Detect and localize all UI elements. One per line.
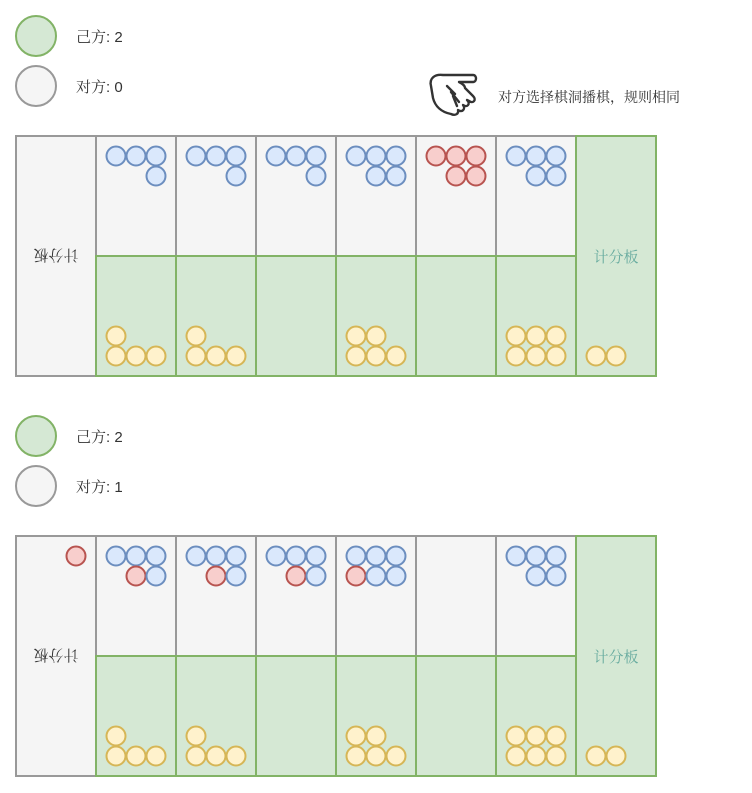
self-legend-swatch bbox=[16, 16, 56, 56]
opp-pit-4-stone bbox=[347, 547, 366, 566]
self-score-label: 计分板 bbox=[593, 249, 639, 266]
self-pit-1-stone bbox=[147, 747, 166, 766]
opp-pit-3-stone bbox=[267, 547, 286, 566]
opp-pit-5-stone bbox=[467, 147, 486, 166]
board-2 bbox=[16, 536, 656, 776]
opp-pit-5-stone bbox=[447, 147, 466, 166]
opp-pit-1-stone bbox=[127, 547, 146, 566]
self-store-stone bbox=[607, 747, 626, 766]
opp-pit-1-stone bbox=[147, 567, 166, 586]
opp-pit-6-stone bbox=[527, 147, 546, 166]
self-store-stone bbox=[587, 347, 606, 366]
opp-pit-3-stone bbox=[287, 147, 306, 166]
opp-pit-3-stone bbox=[287, 567, 306, 586]
opp-pit-5-stone bbox=[427, 147, 446, 166]
opp-pit-5 bbox=[416, 536, 496, 656]
opp-pit-2-stone bbox=[207, 567, 226, 586]
opp-pit-4-stone bbox=[367, 167, 386, 186]
opp-pit-6-stone bbox=[507, 147, 526, 166]
self-pit-4-stone bbox=[387, 747, 406, 766]
opp-pit-4-stone bbox=[367, 567, 386, 586]
board-1 bbox=[16, 136, 656, 376]
self-pit-1-stone bbox=[107, 327, 126, 346]
self-pit-4-stone bbox=[347, 347, 366, 366]
opp-pit-2-stone bbox=[187, 547, 206, 566]
opp-pit-6-stone bbox=[547, 147, 566, 166]
self-pit-1-stone bbox=[127, 347, 146, 366]
opp-pit-3-stone bbox=[307, 167, 326, 186]
opp-pit-2-stone bbox=[207, 147, 226, 166]
opp-pit-1-stone bbox=[147, 167, 166, 186]
opp-pit-4-stone bbox=[387, 567, 406, 586]
self-pit-2-stone bbox=[207, 347, 226, 366]
opp-pit-2-stone bbox=[187, 147, 206, 166]
opp-pit-2-stone bbox=[227, 567, 246, 586]
opp-pit-4-stone bbox=[347, 567, 366, 586]
opp-pit-3-stone bbox=[307, 147, 326, 166]
self-pit-6-stone bbox=[527, 727, 546, 746]
opp-pit-1-stone bbox=[147, 147, 166, 166]
self-legend-label: 己方: 2 bbox=[76, 29, 123, 46]
pointing-hand-icon bbox=[431, 75, 476, 115]
opp-pit-1-stone bbox=[107, 547, 126, 566]
self-pit-6-stone bbox=[527, 327, 546, 346]
opp-pit-6-stone bbox=[547, 547, 566, 566]
self-pit-6-stone bbox=[547, 747, 566, 766]
opp-pit-3-stone bbox=[307, 567, 326, 586]
self-pit-4-stone bbox=[347, 747, 366, 766]
self-pit-6-stone bbox=[527, 747, 546, 766]
self-pit-1-stone bbox=[107, 747, 126, 766]
self-pit-2-stone bbox=[227, 747, 246, 766]
self-pit-2-stone bbox=[207, 747, 226, 766]
self-pit-1-stone bbox=[127, 747, 146, 766]
self-pit-2-stone bbox=[187, 727, 206, 746]
self-pit-2-stone bbox=[187, 347, 206, 366]
opp-pit-6-stone bbox=[507, 547, 526, 566]
self-pit-6-stone bbox=[507, 727, 526, 746]
self-pit-6-stone bbox=[507, 347, 526, 366]
opp-pit-2-stone bbox=[207, 547, 226, 566]
opp-pit-1-stone bbox=[127, 567, 146, 586]
opp-pit-2-stone bbox=[227, 167, 246, 186]
opp-pit-1-stone bbox=[127, 147, 146, 166]
self-pit-4-stone bbox=[367, 727, 386, 746]
opp-pit-4-stone bbox=[387, 167, 406, 186]
opp-pit-6-stone bbox=[527, 547, 546, 566]
opp-pit-3-stone bbox=[287, 547, 306, 566]
self-pit-1-stone bbox=[107, 347, 126, 366]
opp-pit-1-stone bbox=[107, 147, 126, 166]
self-pit-1-stone bbox=[107, 727, 126, 746]
self-pit-4-stone bbox=[347, 327, 366, 346]
opp-pit-6-stone bbox=[527, 167, 546, 186]
self-pit-4-stone bbox=[367, 347, 386, 366]
opp-pit-3-stone bbox=[307, 547, 326, 566]
opp-legend-swatch bbox=[16, 66, 56, 106]
opp-store-stone bbox=[67, 547, 86, 566]
self-legend-swatch bbox=[16, 416, 56, 456]
self-pit-3 bbox=[256, 656, 336, 776]
self-pit-4-stone bbox=[387, 347, 406, 366]
self-pit-3 bbox=[256, 256, 336, 376]
opp-pit-4-stone bbox=[387, 547, 406, 566]
self-store-stone bbox=[587, 747, 606, 766]
opp-legend-label: 对方: 1 bbox=[76, 479, 123, 496]
opp-pit-4-stone bbox=[367, 547, 386, 566]
opp-legend-swatch bbox=[16, 466, 56, 506]
opp-pit-4-stone bbox=[347, 147, 366, 166]
self-pit-4-stone bbox=[347, 727, 366, 746]
opp-pit-5-stone bbox=[447, 167, 466, 186]
opp-pit-1-stone bbox=[147, 547, 166, 566]
opp-score-label: 计分板 bbox=[33, 246, 79, 263]
opp-pit-4-stone bbox=[367, 147, 386, 166]
hand-caption: 对方选择棋洞播棋，规则相同 bbox=[498, 89, 680, 105]
self-pit-6-stone bbox=[507, 327, 526, 346]
opp-score-label: 计分板 bbox=[33, 646, 79, 663]
self-pit-1-stone bbox=[147, 347, 166, 366]
self-store-stone bbox=[607, 347, 626, 366]
self-pit-2-stone bbox=[187, 327, 206, 346]
self-legend-label: 己方: 2 bbox=[76, 429, 123, 446]
opp-legend-label: 对方: 0 bbox=[76, 79, 123, 96]
self-pit-6-stone bbox=[507, 747, 526, 766]
opp-pit-2-stone bbox=[227, 147, 246, 166]
self-pit-4-stone bbox=[367, 747, 386, 766]
opp-pit-6-stone bbox=[547, 567, 566, 586]
legend-2 bbox=[16, 416, 123, 506]
opp-pit-6-stone bbox=[527, 567, 546, 586]
opp-pit-6-stone bbox=[547, 167, 566, 186]
legend-1 bbox=[16, 16, 123, 106]
opp-pit-2-stone bbox=[227, 547, 246, 566]
self-pit-5 bbox=[416, 656, 496, 776]
opp-pit-5-stone bbox=[467, 167, 486, 186]
self-pit-5 bbox=[416, 256, 496, 376]
self-pit-2-stone bbox=[227, 347, 246, 366]
self-pit-4-stone bbox=[367, 327, 386, 346]
self-pit-2-stone bbox=[187, 747, 206, 766]
opp-pit-4-stone bbox=[387, 147, 406, 166]
self-pit-6-stone bbox=[527, 347, 546, 366]
self-score-label: 计分板 bbox=[593, 649, 639, 666]
self-pit-6-stone bbox=[547, 347, 566, 366]
opp-pit-3-stone bbox=[267, 147, 286, 166]
self-pit-6-stone bbox=[547, 327, 566, 346]
self-pit-6-stone bbox=[547, 727, 566, 746]
